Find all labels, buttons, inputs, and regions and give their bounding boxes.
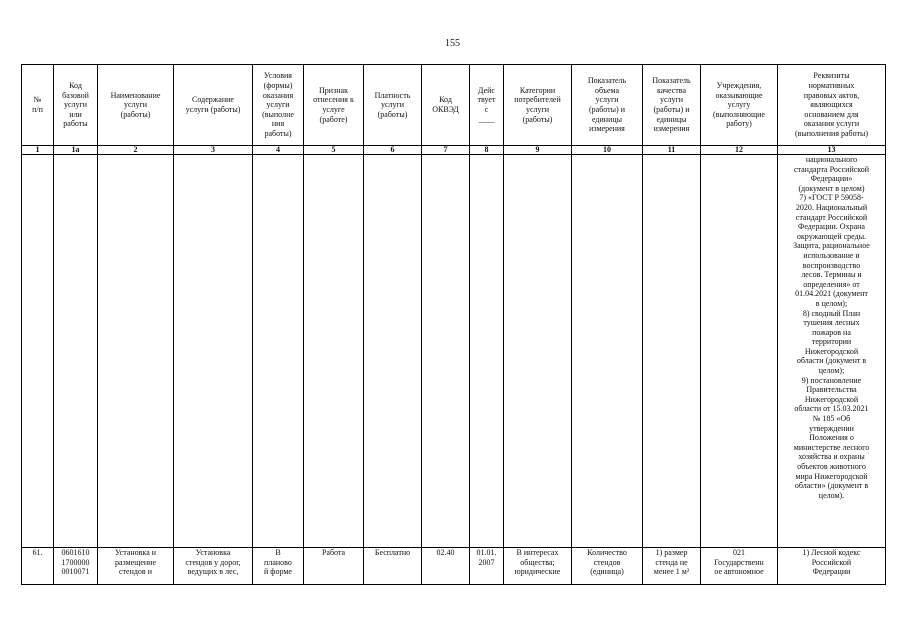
header-cell-volume: Показатель объема услуги (работы) и единицы измерения	[572, 65, 643, 146]
okved-code-cell: 02.40	[422, 548, 470, 585]
column-index: 9	[504, 146, 572, 155]
table-cell	[98, 155, 174, 548]
column-index: 12	[701, 146, 778, 155]
table-cell	[470, 155, 504, 548]
table-cell	[22, 155, 54, 548]
column-index: 8	[470, 146, 504, 155]
header-cell-institutions: Учреждения, оказывающие услугу (выполняющие работу)	[701, 65, 778, 146]
header-cell-valid-from: Дейс твует с ____	[470, 65, 504, 146]
header-cell-code: Код базовой услуги или работы	[54, 65, 98, 146]
services-registry-table	[21, 64, 886, 585]
legal-acts-cell: 1) Лесной кодекс Российской Федерации	[778, 548, 886, 585]
column-index: 4	[253, 146, 304, 155]
volume-indicator-cell: Количество стендов (единица)	[572, 548, 643, 585]
header-row	[22, 65, 886, 146]
institutions-cell: 021 Государственн ое автономное	[701, 548, 778, 585]
table-cell	[701, 155, 778, 548]
table-cell	[422, 155, 470, 548]
legal-acts-continuation-cell: национального стандарта Российской Федерации» (документ в целом) 7) «ГОСТ Р 59058- 2020. Национальный стандарт Российской Федерации. Охрана окружающей среды. Защита, рациональное использование и воспроизводство лесов. Термины и определения» от 01.04.2021 (документ в целом); 8) сводный План тушения лесных пожаров на территории Нижегородской области (документ в целом); 9) постановление Правительства Нижегородской области от 15.03.2021 № 185 «Об утверждении Положения о министерстве лесного хозяйства и охраны объектов животного мира Нижегородской области» (документ в целом).	[778, 155, 886, 548]
table-cell	[364, 155, 422, 548]
header-cell-conditions: Условия (формы) оказания услуги (выполне ния работы)	[253, 65, 304, 146]
column-index-row	[22, 146, 886, 155]
column-index: 1	[22, 146, 54, 155]
column-index: 3	[174, 146, 253, 155]
service-conditions-cell: В плановo й форме	[253, 548, 304, 585]
page-number: 155	[445, 38, 460, 49]
table-cell	[643, 155, 701, 548]
table-cell	[54, 155, 98, 548]
service-content-cell: Установка стендов у дорог, ведущих в лес,	[174, 548, 253, 585]
service-attribute-cell: Работа	[304, 548, 364, 585]
column-index: 5	[304, 146, 364, 155]
column-index: 1а	[54, 146, 98, 155]
column-index: 13	[778, 146, 886, 155]
service-name-cell: Установка и размещение стендов и	[98, 548, 174, 585]
valid-from-cell: 01.01. 2007	[470, 548, 504, 585]
table-cell	[504, 155, 572, 548]
continuation-row	[22, 155, 886, 548]
header-cell-attribute: Признак отнесения к услуге (работе)	[304, 65, 364, 146]
column-index: 11	[643, 146, 701, 155]
column-index: 2	[98, 146, 174, 155]
column-index: 7	[422, 146, 470, 155]
row-number-cell: 61.	[22, 548, 54, 585]
header-cell-consumers: Категории потребителей услуги (работы)	[504, 65, 572, 146]
table-cell	[174, 155, 253, 548]
header-cell-num: № п/п	[22, 65, 54, 146]
table-cell	[304, 155, 364, 548]
header-cell-payment: Платность услуги (работы)	[364, 65, 422, 146]
header-cell-name: Наименование услуги (работы)	[98, 65, 174, 146]
header-cell-content: Содержание услуги (работы)	[174, 65, 253, 146]
consumer-categories-cell: В интересах общества; юридические	[504, 548, 572, 585]
table-row	[22, 548, 886, 585]
header-cell-okved: Код ОКВЭД	[422, 65, 470, 146]
quality-indicator-cell: 1) размер стенда не менее 1 м²	[643, 548, 701, 585]
service-payment-cell: Бесплатно	[364, 548, 422, 585]
column-index: 10	[572, 146, 643, 155]
table-cell	[572, 155, 643, 548]
table-cell	[253, 155, 304, 548]
header-cell-legal-acts: Реквизиты нормативных правовых актов, являющихся основанием для оказания услуги (выполнения работы)	[778, 65, 886, 146]
header-cell-quality: Показатель качества услуги (работы) и единицы измерения	[643, 65, 701, 146]
service-code-cell: 0601610 1700000 0010071	[54, 548, 98, 585]
column-index: 6	[364, 146, 422, 155]
